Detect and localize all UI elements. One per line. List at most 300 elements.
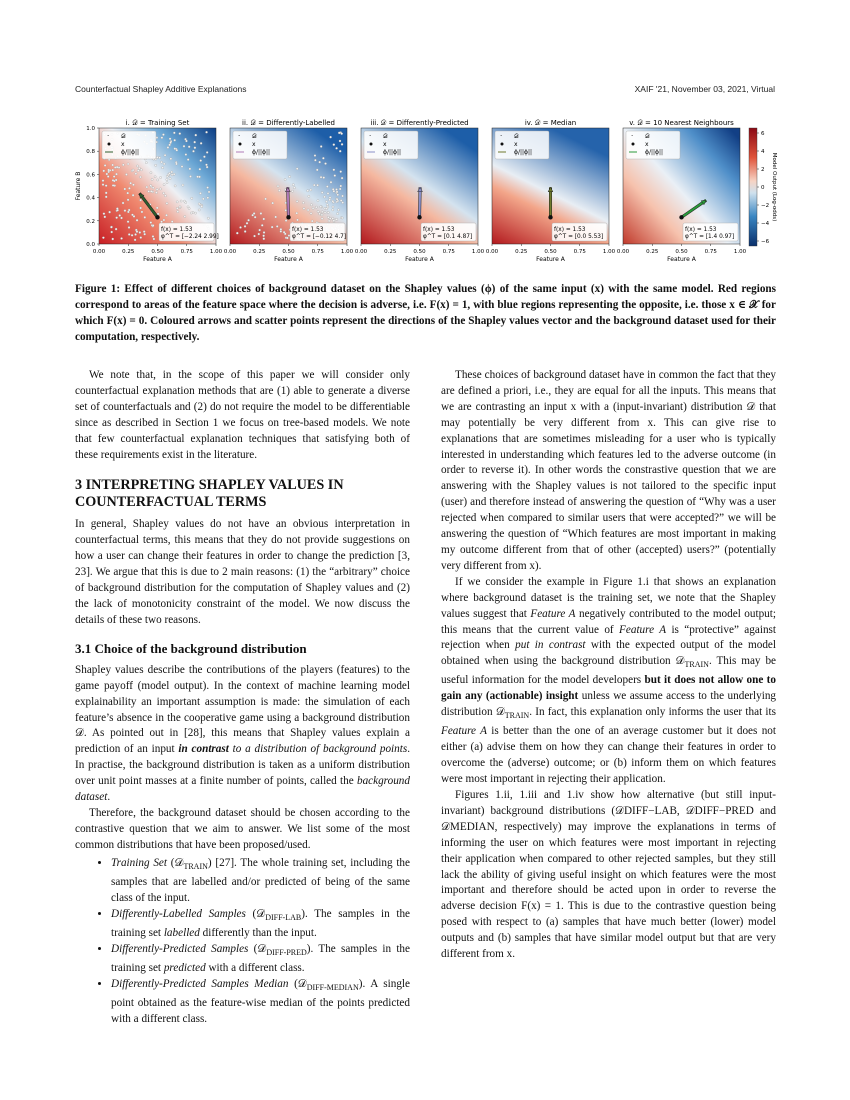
background-point — [310, 212, 312, 214]
background-point — [182, 184, 184, 186]
background-point — [260, 212, 262, 214]
background-point — [103, 213, 105, 215]
background-point — [333, 169, 335, 171]
background-point — [322, 157, 324, 159]
background-point — [163, 184, 165, 186]
background-point — [155, 191, 157, 193]
legend-label-input: x — [645, 141, 649, 148]
y-tick-label: 0.6 — [86, 172, 95, 179]
x-tick-label: 0.75 — [180, 249, 193, 255]
x-tick-label: 0.50 — [282, 249, 295, 255]
background-point — [166, 202, 168, 204]
background-point — [150, 190, 152, 192]
background-point — [166, 182, 168, 184]
legend-label-input: x — [252, 141, 256, 148]
background-point — [163, 192, 165, 194]
x-tick-label: 1.00 — [209, 249, 223, 255]
background-point — [312, 207, 314, 209]
background-point — [169, 178, 171, 180]
background-point — [302, 202, 304, 204]
x-tick-label: 0.25 — [122, 249, 135, 255]
legend-label-arrow: ϕ/||ϕ|| — [252, 149, 271, 156]
running-header-title: Counterfactual Shapley Additive Explanations — [75, 84, 247, 94]
x-tick-label: 0.50 — [151, 249, 164, 255]
background-point — [341, 195, 343, 197]
x-tick-label: 0.00 — [354, 249, 368, 255]
background-point — [107, 175, 109, 177]
background-point — [288, 234, 290, 236]
figure-caption: Figure 1: Effect of different choices of background dataset on the Shapley values (ϕ) of the same input (x) with the same model. Red regions correspond to areas of the feature space where the decision is adverse, i.e. F(x) = 1, with blue regions representing the opposite, i.e. those x ∈ 𝒳 for which F(x) = 0. Coloured arrows and scatter points represent the directions of the Shapley values vector and the background dataset used for their computation, respectively. — [75, 283, 776, 343]
background-point — [140, 236, 142, 238]
background-point — [342, 201, 344, 203]
background-point — [105, 185, 107, 187]
x-tick-label: 0.00 — [223, 249, 237, 255]
panel-phi-label: φ^T = [−0.12 4.7] — [292, 234, 347, 240]
background-point — [187, 158, 189, 160]
background-point — [168, 172, 170, 174]
colorbar-tick-label: −2 — [761, 203, 770, 209]
background-point — [135, 173, 137, 175]
background-point — [122, 164, 124, 166]
x-tick-label: 1.00 — [471, 249, 485, 255]
background-point — [150, 172, 152, 174]
panel-title: v. 𝒟 = 10 Nearest Neighbours — [629, 119, 734, 127]
background-point — [102, 184, 104, 186]
background-point — [337, 194, 339, 196]
x-tick-label: 0.50 — [413, 249, 426, 255]
background-point — [280, 228, 282, 230]
x-axis-label: Feature A — [667, 256, 696, 263]
background-point — [138, 167, 140, 169]
background-point — [102, 237, 104, 239]
background-point — [153, 238, 155, 240]
left-column — [75, 368, 410, 1028]
background-point — [333, 144, 335, 146]
background-point — [332, 209, 334, 211]
background-point — [316, 169, 318, 171]
background-point — [112, 184, 114, 186]
background-point — [336, 191, 338, 193]
background-point — [296, 200, 298, 202]
background-point — [140, 207, 142, 209]
background-point — [326, 185, 328, 187]
background-point — [205, 164, 207, 166]
background-point — [115, 228, 117, 230]
background-point — [244, 225, 246, 227]
background-point — [124, 188, 126, 190]
colorbar-tick-label: 6 — [761, 131, 765, 137]
background-point — [136, 219, 138, 221]
background-point — [116, 207, 118, 209]
background-point — [111, 231, 113, 233]
background-point — [208, 191, 210, 193]
background-point — [134, 239, 136, 241]
background-point — [341, 143, 343, 145]
panel-legend — [364, 131, 418, 159]
background-point — [336, 198, 338, 200]
x-axis-label: Feature A — [274, 256, 303, 263]
background-point — [311, 220, 313, 222]
background-point — [145, 162, 147, 164]
section-3-paragraph: In general, Shapley values do not have an obvious interpretation in counterfactual terms, this means that they do not provide suggestions on how a user can change their features in order to change the prediction [3, 23]. We argue that this is due to 2 main reasons: (1) the “arbitrary” choice of background distribution for the computation of Shapley values and (2) the lack of monotonicity constraint of the model. We now discuss the details of these two reasons. — [75, 518, 410, 626]
figure-1-shapley-panels — [72, 112, 778, 272]
background-point — [284, 179, 286, 181]
background-point — [340, 199, 342, 201]
background-point — [202, 198, 204, 200]
background-point — [325, 200, 327, 202]
background-point — [163, 163, 165, 165]
background-point — [132, 184, 134, 186]
background-point — [332, 217, 334, 219]
background-point — [313, 184, 315, 186]
panel-5 — [617, 119, 747, 263]
legend-label-input: x — [383, 141, 387, 148]
background-point — [164, 154, 166, 156]
panel-legend — [233, 131, 287, 159]
background-point — [176, 207, 178, 209]
x-tick-label: 0.50 — [544, 249, 557, 255]
x-tick-label: 0.25 — [515, 249, 528, 255]
background-point — [334, 174, 336, 176]
background-point — [180, 200, 182, 202]
background-point — [136, 165, 138, 167]
background-distribution-paragraph: Shapley values describe the contributions of the players (features) to the game payoff (model output). In the context of machine learning model explainability an important assumption is made: the simulation of each feature’s absence in the cooperative game using a background distribution 𝒟. As pointed out in [28], this means that Shapley values explain a prediction of an input in contrast to a distribution of background points. In practise, the background distribution is taken as a uniform distribution over unit point masses at a finite number of points, called the background dataset. — [75, 663, 411, 804]
colorbar-tick-label: −6 — [761, 239, 770, 245]
legend-marker-input — [108, 143, 111, 146]
background-point — [333, 190, 335, 192]
panel-phi-label: φ^T = [0.1 4.87] — [423, 234, 473, 240]
background-point — [191, 197, 193, 199]
background-point — [320, 176, 322, 178]
background-point — [198, 209, 200, 211]
background-point — [261, 224, 263, 226]
list-item: • Differently-Labelled Samples (𝒟$_{DIFF-LAB}$). The samples in the training set labelled differently than the input. — [111, 907, 410, 942]
background-point — [323, 176, 325, 178]
panel-values-box — [159, 223, 219, 241]
background-point — [296, 212, 298, 214]
background-point — [125, 173, 127, 175]
background-point — [183, 200, 185, 202]
background-point — [207, 217, 209, 219]
background-point — [329, 136, 331, 138]
background-point — [253, 235, 255, 237]
x-tick-label: 0.25 — [253, 249, 266, 255]
background-point — [134, 233, 136, 235]
background-point — [164, 195, 166, 197]
background-point — [139, 231, 141, 233]
panel-phi-label: φ^T = [0.0 5.53] — [554, 234, 604, 240]
background-point — [336, 213, 338, 215]
background-point — [323, 196, 325, 198]
legend-label-dataset: 𝒟 — [514, 133, 519, 140]
background-point — [113, 175, 115, 177]
background-point — [148, 190, 150, 192]
background-point — [316, 184, 318, 186]
background-point — [329, 197, 331, 199]
panel-fx-label: f(x) = 1.53 — [685, 227, 717, 233]
x-tick-label: 0.25 — [384, 249, 397, 255]
panel-legend — [102, 131, 156, 159]
background-point — [272, 202, 274, 204]
background-point — [107, 169, 109, 171]
background-point — [159, 188, 161, 190]
background-point — [308, 195, 310, 197]
background-point — [106, 173, 108, 175]
input-point — [679, 215, 683, 219]
background-point — [199, 192, 201, 194]
background-point — [177, 211, 179, 213]
background-point — [285, 219, 287, 221]
panel-title: ii. 𝒟 = Differently-Labelled — [242, 119, 335, 127]
background-point — [173, 173, 175, 175]
intro-paragraph: We note that, in the scope of this paper we will consider only counterfactual explanation methods that are (1) able to generate a diverse set of counterfactuals and (2) do not require the model to be differentiable since as described in Section 1 we focus on tree-based models. We note that few counterfactual explanation techniques that satisfying both of these requirements exist in the literature. — [75, 369, 410, 461]
background-point — [120, 237, 122, 239]
background-point — [151, 178, 153, 180]
colorbar-tick-label: 4 — [761, 149, 765, 155]
background-point — [339, 140, 341, 142]
y-tick-label: 0.4 — [86, 195, 95, 202]
background-point — [165, 214, 167, 216]
legend-label-dataset: 𝒟 — [252, 133, 257, 140]
background-point — [139, 176, 141, 178]
background-point — [333, 220, 335, 222]
background-point — [338, 132, 340, 134]
background-point — [105, 196, 107, 198]
background-point — [152, 224, 154, 226]
background-point — [329, 199, 331, 201]
legend-marker-input — [239, 143, 242, 146]
background-point — [192, 150, 194, 152]
section-3-1-heading: 3.1 Choice of the background distribution — [75, 640, 307, 656]
background-point — [120, 217, 122, 219]
background-list-intro: Therefore, the background dataset should be chosen according to the contrastive question that we aim to answer. We list some of the most common distributions that have been proposed/used. — [75, 806, 410, 851]
legend-label-input: x — [514, 141, 518, 148]
background-point — [115, 173, 117, 175]
background-point — [169, 138, 171, 140]
background-point — [140, 199, 142, 201]
background-point — [321, 211, 323, 213]
background-point — [277, 185, 279, 187]
background-point — [167, 146, 169, 148]
background-point — [263, 238, 265, 240]
background-point — [324, 162, 326, 164]
x-axis-label: Feature A — [536, 256, 565, 263]
background-point — [341, 133, 343, 135]
background-point — [152, 235, 154, 237]
panel-4 — [486, 119, 616, 263]
legend-marker-dataset: · — [107, 132, 110, 140]
background-point — [194, 147, 196, 149]
background-point — [236, 232, 238, 234]
background-point — [144, 216, 146, 218]
x-tick-label: 0.25 — [646, 249, 659, 255]
background-point — [112, 169, 114, 171]
x-tick-label: 1.00 — [602, 249, 616, 255]
background-point — [280, 230, 282, 232]
background-point — [314, 159, 316, 161]
background-point — [152, 187, 154, 189]
background-point — [160, 161, 162, 163]
background-point — [285, 209, 287, 211]
legend-label-arrow: ϕ/||ϕ|| — [645, 149, 664, 156]
background-point — [194, 212, 196, 214]
panel-legend — [626, 131, 680, 159]
background-point — [157, 179, 159, 181]
background-point — [335, 147, 337, 149]
background-point — [288, 176, 290, 178]
background-point — [104, 216, 106, 218]
background-point — [179, 206, 181, 208]
panel-3 — [355, 119, 485, 263]
background-point — [175, 163, 177, 165]
background-point — [150, 184, 152, 186]
background-point — [140, 169, 142, 171]
panel-title: iii. 𝒟 = Differently-Predicted — [370, 119, 469, 127]
panel-title: i. 𝒟 = Training Set — [125, 119, 190, 127]
background-point — [169, 142, 171, 144]
background-point — [275, 216, 277, 218]
background-point — [291, 190, 293, 192]
background-point — [310, 204, 312, 206]
background-point — [341, 217, 343, 219]
background-point — [143, 231, 145, 233]
background-point — [159, 157, 161, 159]
colorbar-label: Model Output (Log-odds) — [771, 152, 777, 222]
background-point — [200, 142, 202, 144]
background-point — [176, 149, 178, 151]
panel-fx-label: f(x) = 1.53 — [423, 227, 455, 233]
background-point — [324, 212, 326, 214]
panel-values-box — [552, 223, 607, 241]
background-point — [112, 179, 114, 181]
input-point — [417, 215, 421, 219]
y-tick-label: 0.2 — [86, 218, 95, 225]
input-point — [155, 215, 159, 219]
right-column — [441, 368, 776, 963]
legend-marker-dataset: · — [238, 132, 241, 140]
background-point — [136, 231, 138, 233]
colorbar-tick-label: 2 — [761, 167, 765, 173]
background-point — [131, 214, 133, 216]
panel-phi-label: φ^T = [−2.24 2.99] — [161, 234, 219, 240]
background-point — [321, 191, 323, 193]
background-point — [170, 158, 172, 160]
background-point — [184, 215, 186, 217]
background-point — [131, 234, 133, 236]
background-point — [102, 180, 104, 182]
colorbar-tick-label: 0 — [761, 185, 765, 191]
background-point — [246, 222, 248, 224]
background-point — [326, 204, 328, 206]
background-point — [127, 221, 129, 223]
background-point — [319, 161, 321, 163]
background-point — [198, 176, 200, 178]
background-point — [278, 189, 280, 191]
background-point — [166, 179, 168, 181]
background-point — [156, 188, 158, 190]
background-point — [162, 167, 164, 169]
background-point — [176, 201, 178, 203]
background-point — [303, 207, 305, 209]
y-tick-label: 0.0 — [86, 242, 95, 248]
background-point — [317, 200, 319, 202]
background-point — [128, 226, 130, 228]
background-point — [205, 131, 207, 133]
background-point — [116, 217, 118, 219]
background-point — [171, 220, 173, 222]
background-point — [141, 211, 143, 213]
background-point — [183, 145, 185, 147]
background-point — [328, 220, 330, 222]
background-point — [150, 221, 152, 223]
background-point — [258, 233, 260, 235]
background-point — [206, 151, 208, 153]
x-tick-label: 0.75 — [311, 249, 324, 255]
background-point — [283, 231, 285, 233]
background-point — [127, 192, 129, 194]
background-point — [137, 170, 139, 172]
background-point — [296, 219, 298, 221]
background-point — [196, 176, 198, 178]
background-point — [263, 218, 265, 220]
background-point — [122, 202, 124, 204]
legend-marker-input — [370, 143, 373, 146]
background-point — [185, 153, 187, 155]
background-point — [130, 182, 132, 184]
background-point — [189, 168, 191, 170]
background-point — [132, 169, 134, 171]
legend-label-arrow: ϕ/||ϕ|| — [383, 149, 402, 156]
background-point — [327, 192, 329, 194]
list-item: • Differently-Predicted Samples Median (𝒟$_{DIFF-MEDIAN}$). A single point obtained as the feature-wise median of the points predicted with a different class. — [111, 977, 410, 1028]
background-point — [168, 144, 170, 146]
background-point — [171, 171, 173, 173]
background-point — [116, 166, 118, 168]
background-point — [332, 206, 334, 208]
list-item: • Training Set (𝒟$_{TRAIN}$) [27]. The whole training set, including the samples that are labelled and/or predicted of being of the same class of the input. — [111, 856, 410, 907]
legend-marker-dataset: · — [500, 132, 503, 140]
panel-legend — [495, 131, 549, 159]
background-point — [254, 216, 256, 218]
background-point — [105, 192, 107, 194]
background-point — [293, 187, 295, 189]
background-point — [207, 197, 209, 199]
background-point — [332, 200, 334, 202]
background-point — [119, 214, 121, 216]
background-point — [203, 156, 205, 158]
background-point — [162, 134, 164, 136]
background-point — [201, 206, 203, 208]
background-point — [103, 170, 105, 172]
legend-label-dataset: 𝒟 — [645, 133, 650, 140]
background-point — [104, 164, 106, 166]
y-tick-label: 1.0 — [86, 126, 95, 132]
background-point — [263, 235, 265, 237]
background-point — [336, 218, 338, 220]
background-point — [327, 211, 329, 213]
background-point — [156, 207, 158, 209]
x-axis-label: Feature A — [143, 256, 172, 263]
background-point — [206, 166, 208, 168]
background-point — [163, 219, 165, 221]
x-tick-label: 0.75 — [704, 249, 717, 255]
background-point — [314, 154, 316, 156]
background-point — [271, 226, 273, 228]
background-point — [315, 206, 317, 208]
background-point — [124, 210, 126, 212]
legend-label-dataset: 𝒟 — [121, 133, 126, 140]
background-point — [189, 175, 191, 177]
